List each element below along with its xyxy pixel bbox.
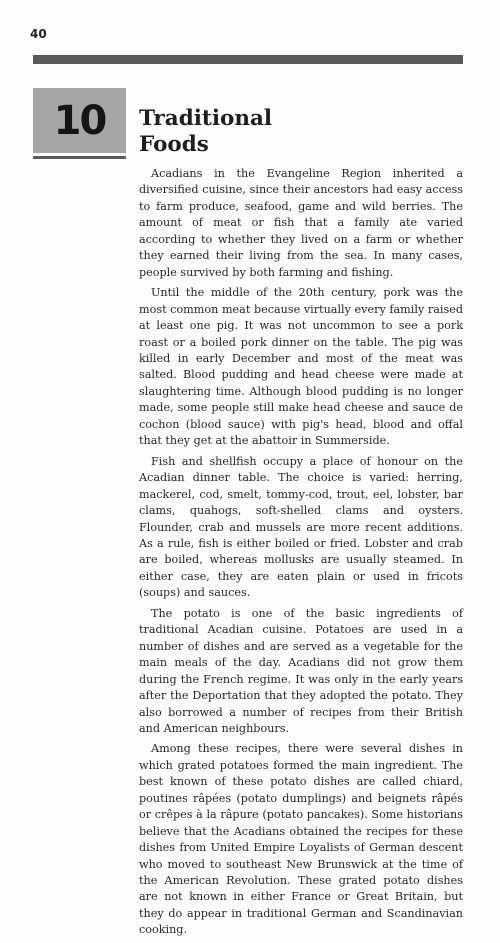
top-rule xyxy=(33,55,463,64)
chapter-title-line: Traditional xyxy=(139,106,273,131)
chapter-number-box xyxy=(33,88,126,153)
chapter-title-line: Foods xyxy=(139,132,209,157)
paragraph: The potato is one of the basic ingredients of traditional Acadian cuisine. Potatoes are used in a number of dishes and are served as a vegetable for the main meals of the day. Acadians did not grow them during the French regime. It was only in the early years after the Deportation that they adopted the potato. They also borrowed a number of recipes from their British and American neighbours. xyxy=(139,606,463,735)
chapter-box-rule xyxy=(33,156,126,159)
chapter-title xyxy=(139,106,379,158)
page-number: 40 xyxy=(30,27,47,41)
body-text xyxy=(139,166,463,943)
paragraph: Fish and shellfish occupy a place of honour on the Acadian dinner table. The choice is varied: herring, mackerel, cod, smelt, tommy-cod, trout, eel, lobster, bar clams, quahogs, soft-shelled clams and oysters. Flounder, crab and mussels are more recent additions. As a rule, fish is either boiled or fried. Lobster and crab are boiled, whereas mollusks are usually steamed. In either case, they are eaten plain or used in fricots (soups) and sauces. xyxy=(139,454,463,600)
chapter-number: 10 xyxy=(53,97,106,144)
paragraph: Until the middle of the 20th century, pork was the most common meat because virtually every family raised at least one pig. It was not uncommon to see a pork roast or a boiled pork dinner on the table. The pig was killed in early December and most of the meat was salted. Blood pudding and head cheese were made at slaughtering time. Although blood pudding is no longer made, some people still make head cheese and sauce de cochon (blood sauce) with pig's head, blood and offal that they get at the abattoir in Summerside. xyxy=(139,286,463,448)
paragraph: Acadians in the Evangeline Region inherited a diversified cuisine, since their ancestors had easy access to farm produce, seafood, game and wild berries. The amount of meat or fish that a family ate varied according to whether they lived on a farm or whether they earned their living from the sea. In many cases, people survived by both farming and fishing. xyxy=(139,167,463,279)
paragraph: Among these recipes, there were several dishes in which grated potatoes formed the main ingredient. The best known of these potato dishes are called chiard, poutines râpées (potato dumplings) and beignets râpés or crêpes à la râpure (potato pancakes). Some historians believe that the Acadians obtained the recipes for these dishes from United Empire Loyalists of German descent who moved to southeast New Brunswick at the time of the American Revolution. These grated potato dishes are not known in either France or Great Britain, but they do appear in traditional German and Scandinavian cooking. xyxy=(139,742,463,937)
